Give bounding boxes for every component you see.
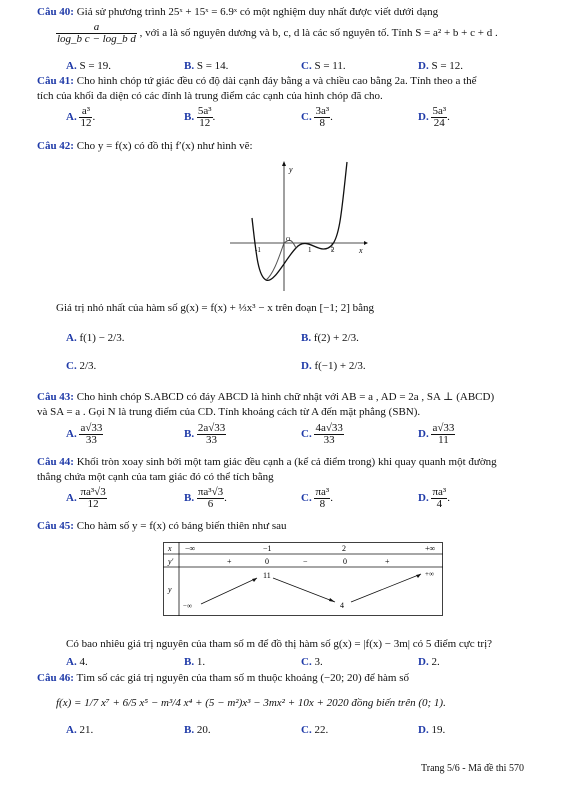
q41-opt-d-key: D. [418, 111, 429, 124]
q45-opt-c: 3. [314, 656, 323, 668]
q44-opt-a-num: πa³√3 [80, 486, 106, 498]
q44-line1 [37, 456, 497, 468]
q43-line2 [37, 406, 420, 418]
q43-opt-b-den: 33 [206, 434, 218, 446]
q44-opt-c-key: C. [301, 492, 312, 505]
q40-line1 [37, 6, 438, 18]
q45-opt-a: 4. [79, 656, 88, 668]
tbl-y-label: y [168, 585, 172, 594]
q42-text: Cho y = f(x) có đồ thị f′(x) như hình vẽ: [76, 140, 253, 152]
q43-text2: và SA = a . Gọi N là trung điểm của CD. Tính khoảng cách từ A đến mặt phẳng (SBN). [37, 406, 421, 418]
q41-opt-c-num: 3a³ [315, 105, 330, 117]
tbl-y-minus-inf: −∞ [183, 602, 192, 610]
label-origin: O [286, 237, 291, 243]
q40-opt-d-key: D. [418, 60, 429, 72]
tbl-x-minus-inf: −∞ [185, 544, 196, 553]
q43-line1 [37, 390, 494, 403]
tbl-x-minus-one: −1 [263, 544, 272, 553]
q44-opt-c-num: πa³ [315, 486, 330, 498]
q46-line1 [37, 672, 409, 684]
q44-opt-b-key: B. [184, 492, 195, 505]
q46-opt-d-key: D. [418, 724, 429, 736]
q43-opt-c-den: 33 [323, 434, 335, 446]
derivative-graph [228, 158, 368, 293]
q43-opt-b-key: B. [184, 428, 195, 441]
q42-opt-b-key: B. [301, 332, 312, 344]
tbl-yp-sign-2: − [303, 557, 308, 566]
q46-formula: f(x) = 1/7 x⁷ + 6/5 x⁵ − m³/4 x⁴ + (5 − m²)x³ − 3mx² + 10x + 2020 đồng biến trên (0; 1). [56, 697, 446, 709]
q44-opt-c-den: 8 [319, 498, 326, 510]
q41-opt-b-key: B. [184, 111, 195, 124]
q45-text2: Có bao nhiêu giá trị nguyên của tham số m để đồ thị hàm số g(x) = |f(x) − 3m| có 5 điểm cực trị? [66, 638, 493, 650]
q45-opt-c-key: C. [301, 656, 312, 668]
q43-opt-b-num: 2a√33 [197, 422, 226, 434]
q41-opt-b-den: 12 [199, 117, 211, 129]
q45-opt-a-key: A. [66, 656, 77, 668]
page-footer: Trang 5/6 - Mã đề thi 570 [421, 763, 524, 774]
q43-opt-d-key: D. [418, 428, 429, 441]
q42-opt-d-key: D. [301, 360, 312, 372]
q41-opt-d-den: 24 [433, 117, 445, 129]
q45-text: Cho hàm số y = f(x) có bảng biến thiên như sau [76, 520, 287, 532]
q43-opt-a-den: 33 [85, 434, 97, 446]
q41-text2: tích của khối đa diện có các đỉnh là trung điểm các cạnh của hình chóp đã cho. [37, 90, 383, 102]
q43-opt-a-num: a√33 [80, 422, 103, 434]
q44-text2: thẳng chứa một cạnh của tam giác đó có thể tích bằng [37, 471, 274, 483]
tbl-y-max: 11 [263, 571, 271, 580]
tbl-y-min: 4 [340, 601, 344, 610]
q44-label: Câu 44: [37, 456, 74, 468]
q40-fraction [56, 22, 137, 45]
q46-opt-a: 21. [79, 724, 94, 736]
q40-opt-c-key: C. [301, 60, 312, 72]
q45-label: Câu 45: [37, 520, 74, 532]
q45-line2 [66, 638, 492, 650]
q46-opt-c-key: C. [301, 724, 312, 736]
q41-line1 [37, 75, 477, 87]
q43-text: Cho hình chóp S.ABCD có đáy ABCD là hình chữ nhật với AB = a , AD = 2a , SA ⊥ (ABCD) [76, 391, 495, 403]
q44-opt-d-den: 4 [436, 498, 443, 510]
q44-opt-d-num: πa³ [432, 486, 447, 498]
q42-line2 [56, 302, 374, 314]
q41-opt-a-num: a³ [79, 106, 92, 118]
q41-label: Câu 41: [37, 75, 74, 87]
q44-opt-b-num: πa³√3 [197, 486, 224, 498]
q41-opt-a-den: 12 [80, 117, 92, 129]
label-one: 1 [308, 246, 312, 254]
q40-frac-den: log_b c − log_b d [57, 33, 136, 45]
tbl-yp-label: y′ [168, 557, 174, 566]
q44-opt-b-den: 6 [207, 498, 214, 510]
tbl-x-two: 2 [342, 544, 346, 553]
q40-frac-num: a [56, 22, 137, 34]
q43-opt-d-num: a√33 [432, 422, 455, 434]
q43-label: Câu 43: [37, 391, 74, 403]
q46-opt-a-key: A. [66, 724, 77, 736]
variation-table [163, 542, 443, 616]
q45-opt-b-key: B. [184, 656, 195, 668]
q45-opt-b: 1. [196, 656, 206, 668]
tbl-yp-zero-2: 0 [343, 557, 347, 566]
q42-opt-b: f(2) + 2/3. [313, 332, 359, 344]
arrow-up-2 [351, 574, 421, 602]
q44-line2 [37, 471, 274, 483]
q44-opt-d-key: D. [418, 492, 429, 505]
x-label: x [359, 246, 363, 255]
q40-opt-a-key: A. [66, 60, 77, 72]
x-axis-arrow [364, 241, 368, 245]
q45-line1 [37, 520, 287, 532]
q46-opt-c: 22. [314, 724, 329, 736]
fprime-curve [252, 162, 347, 280]
q41-opt-c-den: 8 [319, 117, 326, 129]
q41-opt-c-key: C. [301, 111, 312, 124]
y-axis-arrow [282, 161, 286, 166]
q42-opt-c-key: C. [66, 360, 77, 372]
q41-opt-a-key: A. [66, 111, 77, 124]
table-border [164, 543, 443, 616]
q42-label: Câu 42: [37, 140, 74, 152]
q41-opt-b-num: 5a³ [197, 105, 212, 117]
arrow-down-head [329, 598, 335, 602]
tbl-x-label: x [168, 544, 172, 553]
arrow-up-1 [201, 578, 257, 604]
q41-line2 [37, 90, 383, 102]
q40-opt-a: S = 19. [79, 60, 112, 72]
q43-opt-a-key: A. [66, 428, 77, 441]
tbl-yp-zero-1: 0 [265, 557, 269, 566]
q40-opt-b-key: B. [184, 60, 195, 72]
q45-opt-d: 2. [431, 656, 440, 668]
tbl-y-plus-inf: +∞ [425, 570, 434, 578]
q44-text: Khối tròn xoay sinh bởi một tam giác đều cạnh a (kể cả điểm trong) khi quay quanh một đường [76, 456, 497, 468]
q42-opt-c: 2/3. [79, 360, 97, 372]
q42-opt-a: f(1) − 2/3. [79, 332, 125, 344]
q40-text2: , với a là số nguyên dương và b, c, d là các số nguyên tố. Tính S = a² + b + c + d . [139, 27, 498, 40]
tbl-yp-sign-1: + [227, 557, 232, 566]
q44-opt-a-key: A. [66, 492, 77, 505]
arrow-up-1-head [252, 578, 257, 582]
q46-opt-d: 19. [431, 724, 446, 736]
label-minus-one: -1 [255, 246, 261, 254]
q40-opt-c: S = 11. [314, 60, 346, 72]
q43-opt-c-key: C. [301, 428, 312, 441]
q43-opt-d-den: 11 [438, 434, 449, 446]
q42-opt-a-key: A. [66, 332, 77, 344]
q40-opt-b: S = 14. [196, 60, 229, 72]
arrow-up-2-head [416, 574, 421, 578]
q42-text2: Giá trị nhỏ nhất của hàm số g(x) = f(x) + ⅓x³ − x trên đoạn [−1; 2] bằng [56, 302, 375, 314]
q46-text: Tìm số các giá trị nguyên của tham số m thuộc khoảng (−20; 20) để hàm số [76, 672, 410, 684]
q40-line2 [56, 22, 498, 45]
q43-opt-c-num: 4a√33 [315, 422, 343, 434]
q40-label: Câu 40: [37, 6, 74, 18]
fprime-inner-curve [266, 240, 296, 280]
q46-label: Câu 46: [37, 672, 74, 684]
q42-opt-d: f(−1) + 2/3. [314, 360, 366, 372]
arrow-down [273, 578, 335, 602]
q40-opt-d: S = 12. [431, 60, 464, 72]
q46-opt-b-key: B. [184, 724, 195, 736]
tbl-yp-sign-3: + [385, 557, 390, 566]
q46-opt-b: 20. [196, 724, 211, 736]
q40-text: Giả sử phương trình 25ˣ + 15ˣ = 6.9ˣ có một nghiệm duy nhất được viết dưới dạng [76, 6, 439, 18]
label-two: 2 [331, 246, 335, 254]
q45-opt-d-key: D. [418, 656, 429, 668]
q46-formula-line [56, 697, 446, 709]
q41-text: Cho hình chóp tứ giác đều có độ dài cạnh đáy bằng a và chiều cao bằng 2a. Tính theo a thể [76, 75, 477, 87]
q42-line1 [37, 140, 253, 152]
q44-opt-a-den: 12 [87, 498, 99, 510]
tbl-x-plus-inf: +∞ [425, 544, 436, 553]
q41-opt-d-num: 5a³ [432, 105, 447, 117]
y-label: y [289, 165, 293, 174]
